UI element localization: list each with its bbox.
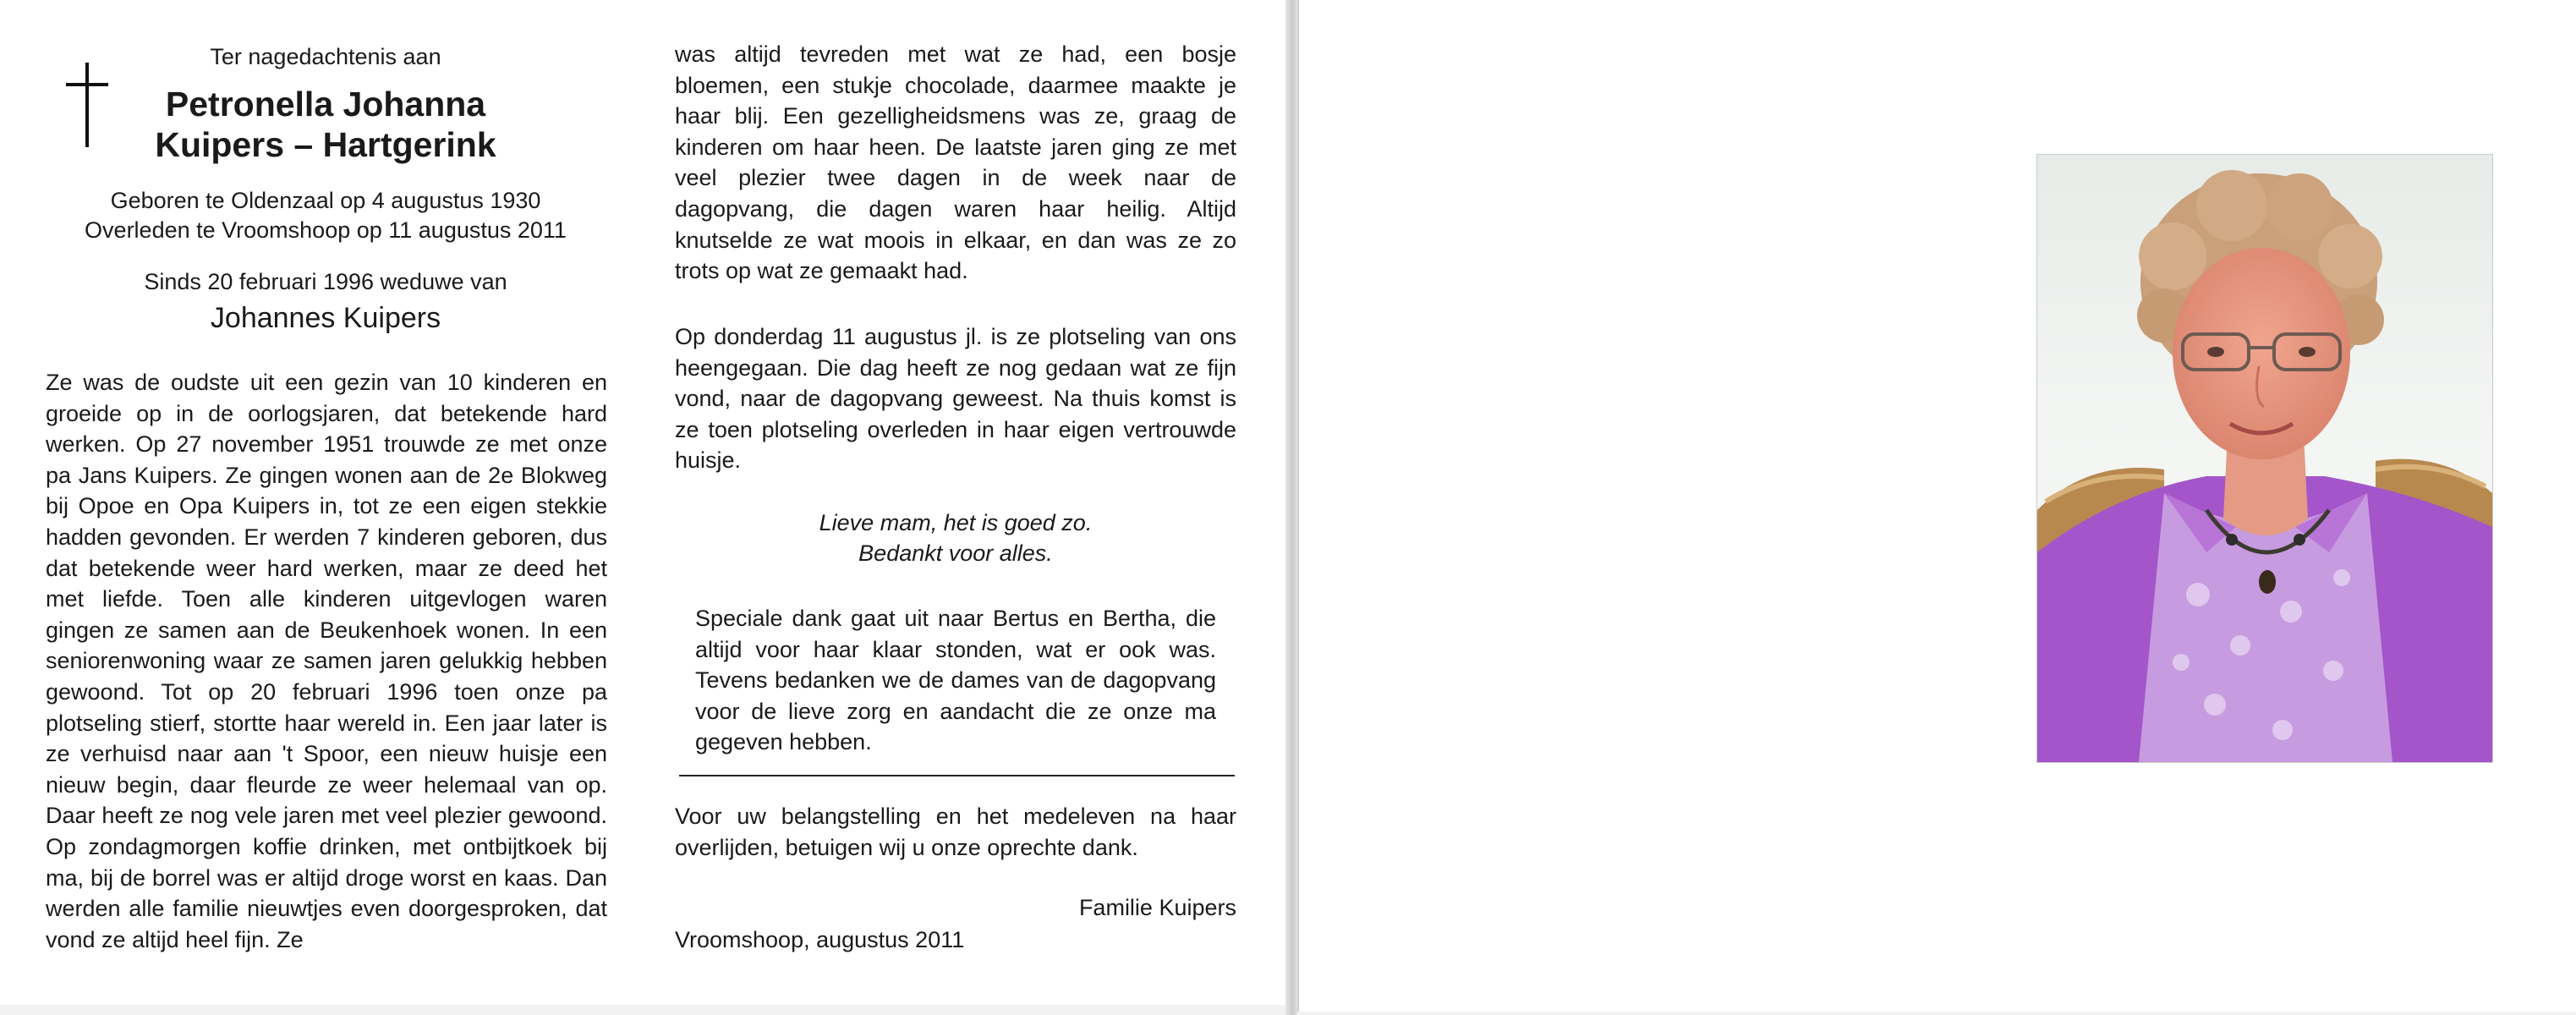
divider-line xyxy=(679,775,1235,776)
widow-line: Sinds 20 februari 1996 weduwe van xyxy=(144,269,507,294)
deceased-name-last: Kuipers – Hartgerink xyxy=(155,125,496,164)
portrait-photo xyxy=(2036,154,2493,763)
family-signature: Familie Kuipers xyxy=(1078,895,1236,920)
biography-part-2: was altijd tevreden met wat ze had, een bosje bloemen, een stukje chocolade, daarmee maakte je haar blij. Een gezelligheidsmens was ze, graag de kinderen om haar heen. De laatste jaren ging ze met veel plezier twee dagen in de week naar de dagopvang, die dagen waren haar heilig. Altijd knutselde ze wat moois in elkaar, en dan was ze zo trots op wat ze gemaakt had. xyxy=(675,41,1236,284)
place-date: Vroomshoop, augustus 2011 xyxy=(675,927,965,952)
memorial-intro: Ter nagedachtenis aan xyxy=(210,44,441,69)
card-fold xyxy=(1285,0,1297,1015)
death-line: Overleden te Vroomshoop op 11 augustus 2011 xyxy=(85,217,567,243)
quote-line-1: Lieve mam, het is goed zo. xyxy=(819,510,1093,535)
closing-thanks-paragraph: Voor uw belangstelling en het medeleven na haar overlijden, betuigen wij u onze oprechte dank. xyxy=(675,804,1236,860)
quote-line-2: Bedankt voor alles. xyxy=(858,540,1053,566)
passing-paragraph: Op donderdag 11 augustus jl. is ze plotseling van ons heengegaan. Die dag heeft ze nog gedaan wat ze fijn vond, naar de dagopvang geweest. Na thuis komst is ze toen plotseling overleden in haar eigen vertrouwde huisje. xyxy=(675,324,1236,474)
birth-line: Geboren te Oldenzaal op 4 augustus 1930 xyxy=(110,188,541,213)
special-thanks-paragraph: Speciale dank gaat uit naar Bertus en Bertha, die altijd voor haar klaar stonden, wat er ook was. Tevens bedanken we de dames van de dagopvang voor de lieve zorg en aandacht die ze onze ma gegeven hebben. xyxy=(695,606,1216,755)
husband-name: Johannes Kuipers xyxy=(210,302,441,334)
biography-part-1: Ze was de oudste uit een gezin van 10 kinderen en groeide op in de oorlogsjaren, dat betekende hard werken. Op 27 november 1951 trouwde ze met onze pa Jans Kuipers. Ze gingen wonen aan de 2e Blokweg bij Opoe en Opa Kuipers in, tot ze een eigen stekkie hadden gevonden. Er werden 7 kinderen geboren, dus dat betekende weer hard werken, maar ze deed het met liefde. Toen alle kinderen uitgevlogen waren gingen ze samen aan de Beukenhoek wonen. In een seniorenwoning waar ze samen jaren gelukkig hebben gewoond. Tot op 20 februari 1996 toen onze pa plotseling stierf, stortte haar wereld in. Een jaar later is ze verhuisd naar aan 't Spoor, een nieuw huisje een nieuw begin, daar fleurde ze weer helemaal van op. Daar heeft ze nog vele jaren met veel plezier gewoond. Op zondagmorgen koffie drinken, met ontbijtkoek bij ma, bij de borrel was er altijd droge worst en kaas. Dan werden alle familie nieuwtjes even doorgesproken, dat vond ze altijd heel fijn. Ze xyxy=(46,370,607,952)
deceased-name-first: Petronella Johanna xyxy=(165,85,486,123)
